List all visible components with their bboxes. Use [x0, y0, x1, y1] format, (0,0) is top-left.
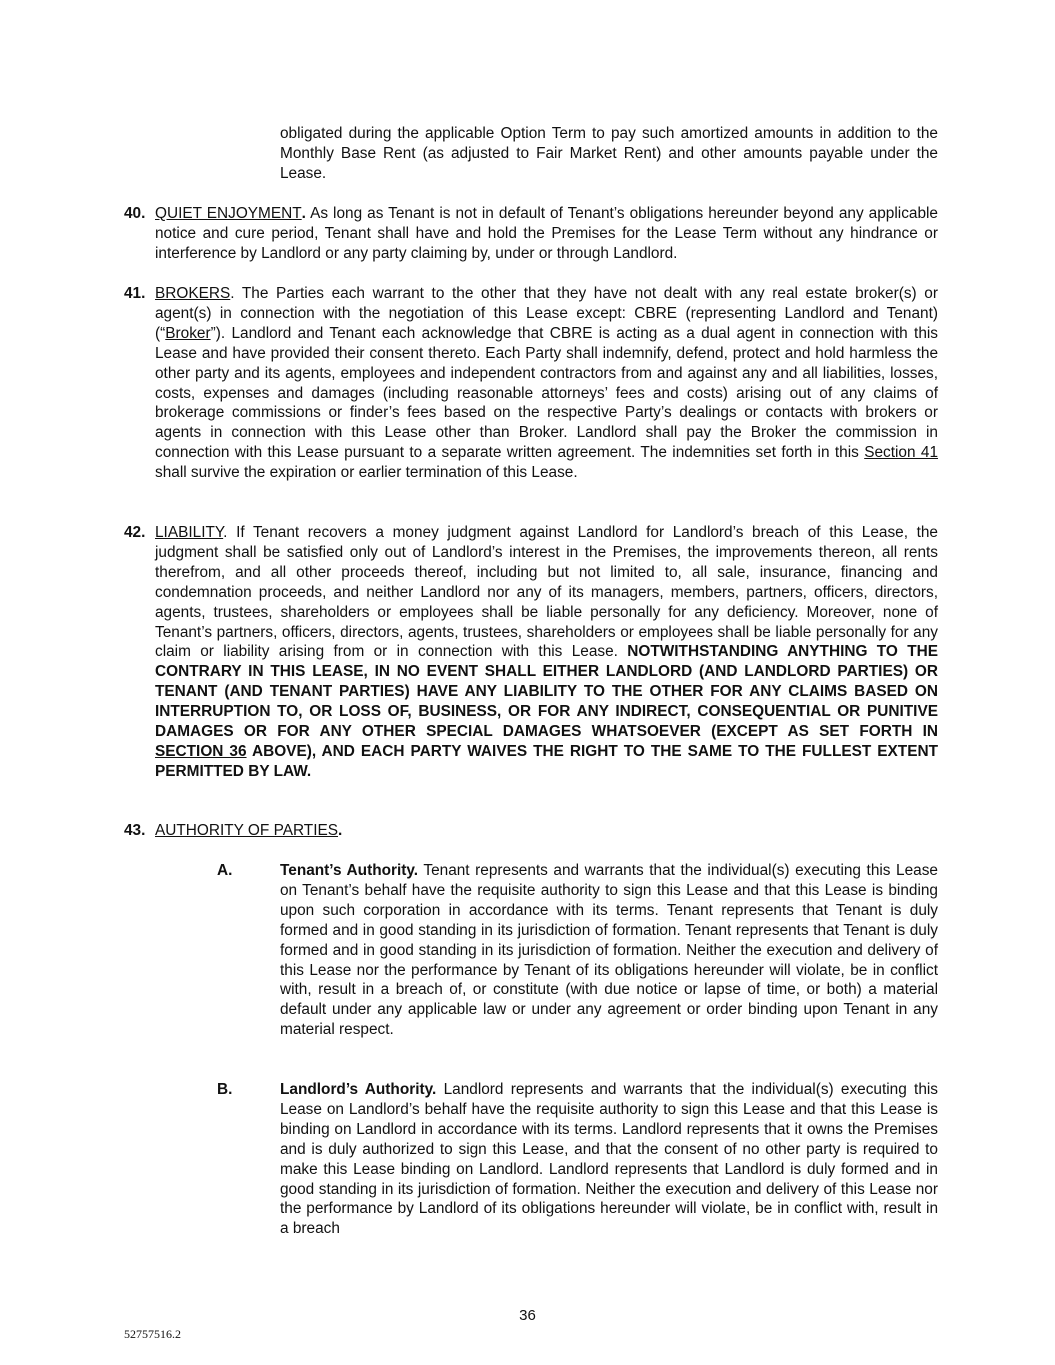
section-heading: QUIET ENJOYMENT — [155, 205, 302, 222]
heading-punctuation: . — [338, 822, 343, 839]
section-43 — [124, 821, 938, 841]
section-heading: BROKERS — [155, 285, 231, 302]
section-number: 42. — [124, 524, 146, 541]
section-cross-reference: Section 41 — [864, 444, 939, 462]
section-body — [155, 821, 938, 841]
section-42 — [124, 523, 938, 782]
subsection-b — [217, 1080, 938, 1239]
subsection-body — [280, 1080, 938, 1239]
subsection-body — [280, 861, 938, 1040]
subsection-title: Landlord’s Authority. — [280, 1081, 437, 1098]
subsection-title: Tenant’s Authority. — [280, 862, 419, 879]
section-heading: AUTHORITY OF PARTIES — [155, 822, 339, 839]
defined-term-broker: Broker — [165, 324, 211, 342]
section-41 — [124, 284, 938, 483]
bold-disclaimer: ABOVE), AND EACH PARTY WAIVES THE RIGHT TO THE SAME TO THE FULLEST EXTENT PERMITTED BY LAW. — [155, 742, 938, 780]
section-text: As long as Tenant is not in default of Tenant’s obligations hereunder beyond any applicable notice and cure period, Tenant shall have and hold the Premises for the Lease Term without any hindrance or interference by Landlord or any party claiming by, under or through Landlord. — [155, 205, 938, 262]
section-body — [155, 204, 938, 264]
section-text: shall survive the expiration or earlier termination of this Lease. — [155, 464, 578, 482]
section-number: 43. — [124, 822, 146, 839]
section-text: . If Tenant recovers a money judgment against Landlord for Landlord’s breach of this Lease, the judgment shall be satisfied only out of Landlord’s interest in the Premises, the improvements thereon, all rents therefrom, and all other proceeds thereof, including but not limited to, all sale, insurance, financing and condemnation proceeds, and neither Landlord nor any of its managers, members, partners, officers, directors, agents, trustees, shareholders or employees shall be liable personally for any deficiency. Moreover, none of Tenant’s partners, officers, directors, agents, trustees, shareholders or employees shall be liable personally for any claim or liability arising from or in connection with this Lease. — [155, 524, 938, 661]
section-cross-reference: SECTION 36 — [155, 742, 247, 760]
document-id: 52757516.2 — [124, 1327, 181, 1341]
subsection-a — [217, 861, 938, 1040]
section-heading: LIABILITY — [155, 524, 224, 541]
section-body — [155, 523, 938, 782]
section-number: 41. — [124, 285, 146, 302]
continuation-paragraph: obligated during the applicable Option Term to pay such amortized amounts in addition to the Monthly Base Rent (as adjusted to Fair Market Rent) and other amounts payable under the Lease. — [280, 125, 938, 182]
heading-punctuation: . — [301, 205, 306, 222]
section-body — [155, 284, 938, 483]
subsection-text: Tenant represents and warrants that the individual(s) executing this Lease on Tenant’s behalf have the requisite authority to sign this Lease and that this Lease is binding upon such corporation in accordance with its terms. Tenant represents that Tenant is duly formed and in good standing in its jurisdiction of formation. Tenant represents that Tenant is duly formed and in good standing in its jurisdiction of formation. Neither the execution and delivery of this Lease nor the performance by Tenant of its obligations hereunder will violate, be in conflict with, result in a breach of, or constitute (with due notice or lapse of time, or both) a material default under any applicable law or under any agreement or order binding upon Tenant in any material respect. — [280, 862, 938, 1039]
section-40 — [124, 204, 938, 264]
subsection-text: Landlord represents and warrants that the individual(s) executing this Lease on Landlord’s behalf have the requisite authority to sign this Lease and that this Lease is binding on Landlord in accordance with its terms. Landlord represents that it owns the Premises and is duly authorized to sign this Lease, and that the consent of no other party is required to make this Lease binding on Landlord. Landlord represents that Landlord is duly formed and in good standing in its jurisdiction of formation. Neither the execution and delivery of this Lease nor the performance by Landlord of its obligations hereunder will violate, be in conflict with, result in a breach — [280, 1081, 938, 1238]
section-text: . The Parties each warrant to the other that they have not dealt with any real estate broker(s) or agent(s) in connection with the negotiation of this Lease except: CBRE (representing Landlord and Tenant) (“ — [155, 285, 938, 342]
section-text: ”). Landlord and Tenant each acknowledge that CBRE is acting as a dual agent in connection with this Lease and have provided their consent thereto. Each Party shall indemnify, defend, protect and hold harmless the other party and its agents, employees and independent contractors from and against any and all liabilities, losses, costs, expenses and damages (including reasonable attorneys’ fees and costs) arising out of any claims of brokerage commissions or finder’s fees based on the respective Party’s dealings or contacts with brokers or agents in connection with this Lease other than Broker. Landlord shall pay the Broker the commission in connection with this Lease pursuant to a separate written agreement. The indemnities set forth in this — [155, 324, 938, 462]
page-number: 36 — [519, 1307, 536, 1324]
subsection-letter: B. — [217, 1081, 233, 1098]
bold-disclaimer: NOTWITHSTANDING ANYTHING TO THE CONTRARY IN THIS LEASE, IN NO EVENT SHALL EITHER LANDLORD (AND LANDLORD PARTIES) OR TENANT (AND TENANT PARTIES) HAVE ANY LIABILITY TO THE OTHER FOR ANY CLAIMS BASED ON INTERRUPTION TO, OR LOSS OF, BUSINESS, OR FOR ANY INDIRECT, CONSEQUENTIAL OR PUNITIVE DAMAGES OR FOR ANY OTHER SPECIAL DAMAGES WHATSOEVER (EXCEPT AS SET FORTH IN — [155, 643, 938, 741]
section-number: 40. — [124, 205, 146, 222]
subsection-letter: A. — [217, 862, 233, 879]
